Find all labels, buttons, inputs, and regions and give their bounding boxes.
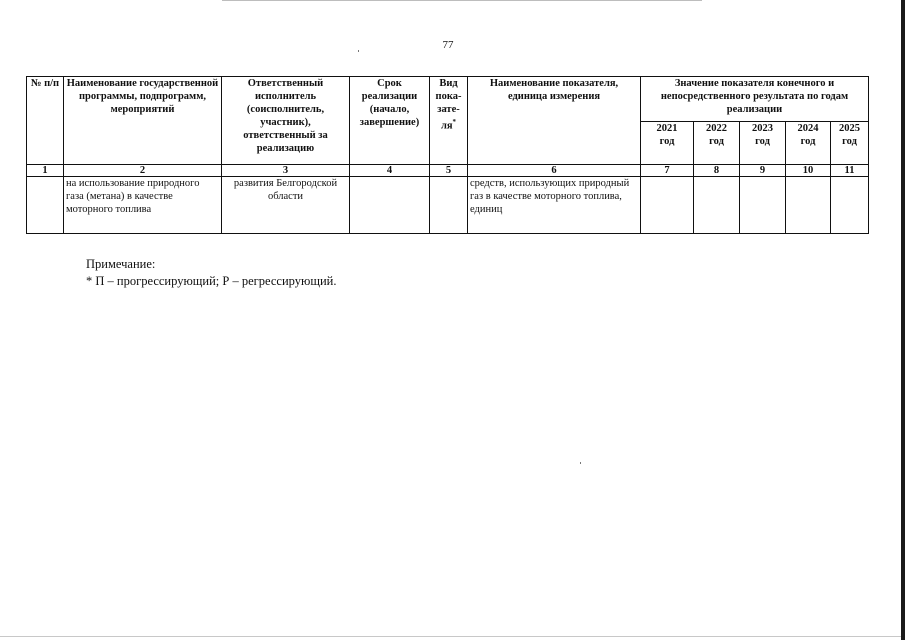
scan-edge-right	[901, 0, 905, 640]
year-unit: год	[800, 136, 816, 147]
column-number-row	[27, 165, 869, 177]
year-unit: год	[709, 136, 724, 147]
scan-speck	[358, 50, 359, 52]
column-number: 7	[641, 165, 694, 177]
page-number: 77	[442, 39, 454, 51]
cell-value-2023	[740, 177, 786, 234]
header-year-2025	[831, 122, 869, 165]
cell-value-2025	[831, 177, 869, 234]
cell-program-name: на использование природного газа (метана) в качестве моторного топлива	[64, 177, 222, 234]
year-label: 2024	[797, 123, 819, 134]
year-label: 2023	[752, 123, 773, 134]
year-label: 2022	[706, 123, 727, 134]
indicator-table	[26, 76, 869, 234]
cell-value-2022	[694, 177, 740, 234]
header-indicator-type-label: Вид пока-зате-ля	[435, 78, 462, 132]
header-year-2023	[740, 122, 786, 165]
year-unit: год	[659, 136, 675, 147]
table-row	[27, 177, 869, 234]
header-values-group: Значение показателя конечного и непосредственного результата по годам реализации	[641, 77, 869, 122]
cell-value-2024	[786, 177, 831, 234]
header-year-2021	[641, 122, 694, 165]
column-number: 10	[786, 165, 831, 177]
column-number: 6	[468, 165, 641, 177]
cell-indicator-name: средств, использующих природный газ в качестве моторного топлива, единиц	[468, 177, 641, 234]
year-label: 2025	[839, 123, 860, 134]
header-responsible: Ответственный исполнитель (соисполнитель, участник), ответственный за реализацию	[222, 77, 350, 165]
header-indicator-type	[430, 77, 468, 165]
header-term: Срок реализации (начало, завершение)	[350, 77, 430, 165]
column-number: 9	[740, 165, 786, 177]
header-program-name: Наименование государственной программы, подпрограмм, мероприятий	[64, 77, 222, 165]
header-row-number: № п/п	[27, 77, 64, 165]
cell-responsible: развития Белгородской области	[222, 177, 350, 234]
cell-value-2021	[641, 177, 694, 234]
header-year-2022	[694, 122, 740, 165]
column-number: 8	[694, 165, 740, 177]
column-number: 11	[831, 165, 869, 177]
scan-speck	[580, 462, 581, 464]
footnote-title: Примечание:	[86, 257, 156, 271]
scan-artifact-top	[222, 0, 702, 1]
footnote-text: * П – прогрессирующий; Р – регрессирующий.	[86, 274, 337, 288]
cell-row-number	[27, 177, 64, 234]
header-indicator-name: Наименование показателя, единица измерения	[468, 77, 641, 165]
column-number: 2	[64, 165, 222, 177]
year-label: 2021	[656, 123, 678, 134]
cell-indicator-type	[430, 177, 468, 234]
footnote-mark: *	[452, 118, 457, 126]
column-number: 3	[222, 165, 350, 177]
header-year-2024	[786, 122, 831, 165]
column-number: 5	[430, 165, 468, 177]
column-number: 4	[350, 165, 430, 177]
year-unit: год	[842, 136, 857, 147]
column-number: 1	[27, 165, 64, 177]
scan-artifact-bottom	[0, 636, 905, 637]
cell-term	[350, 177, 430, 234]
year-unit: год	[755, 136, 770, 147]
footnote	[86, 256, 336, 290]
